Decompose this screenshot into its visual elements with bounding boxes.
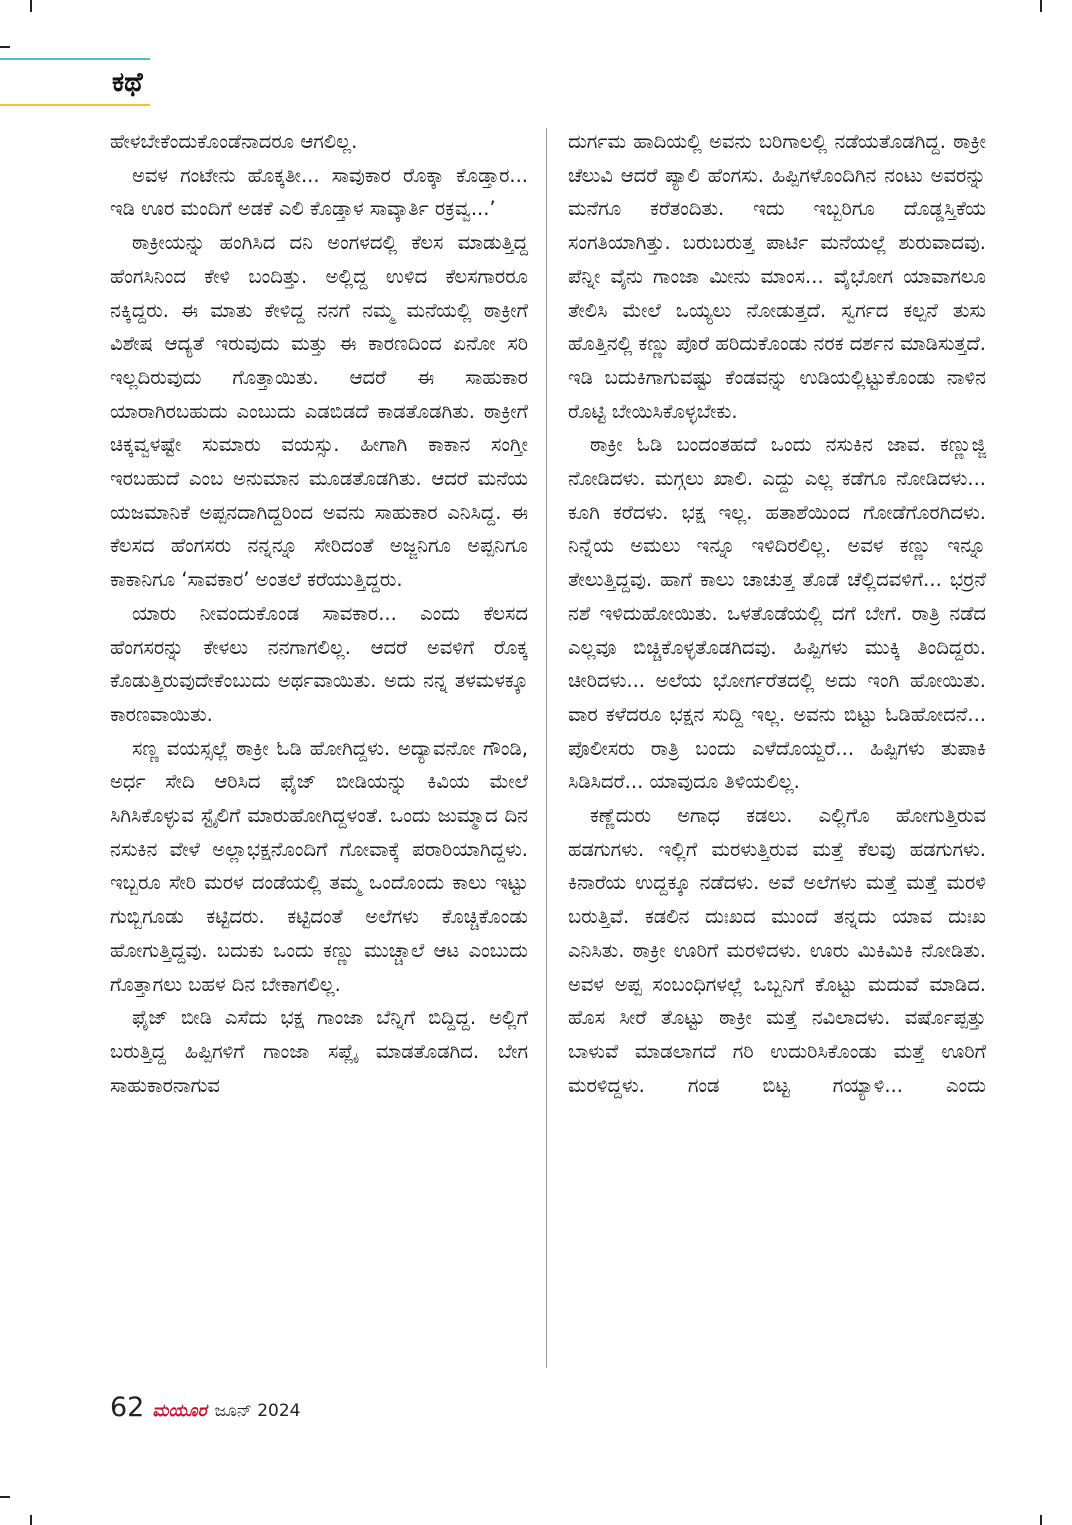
paragraph: ಠಾಕ್ರೀಯನ್ನು ಹಂಗಿಸಿದ ದನಿ ಅಂಗಳದಲ್ಲಿ ಕೆಲಸ ಮಾಡುತ್ತಿದ್ದ ಹೆಂಗಸಿನಿಂದ ಕೇಳಿ ಬಂದಿತ್ತು. ಅಲ್ಲಿದ್ದ ಉಳಿದ ಕೆಲಸಗಾರರೂ ನಕ್ಕಿದ್ದರು. ಈ ಮಾತು ಕೇಳಿದ್ದ ನನಗೆ ನಮ್ಮ ಮನೆಯಲ್ಲಿ ಠಾಕ್ರೀಗೆ ವಿಶೇಷ ಆದ್ಯತೆ ಇರುವುದು ಮತ್ತು ಈ ಕಾರಣದಿಂದ ಏನೋ ಸರಿ ಇಲ್ಲದಿರುವುದು ಗೊತ್ತಾಯಿತು. ಆದರೆ ಈ ಸಾಹುಕಾರ ಯಾರಾಗಿರಬಹುದು ಎಂಬುದು ಎಡಬಿಡದೆ ಕಾಡತೊಡಗಿತು. ಠಾಕ್ರೀಗೆ ಚಿಕ್ಕವ್ವಳಷ್ಟೇ ಸುಮಾರು ವಯಸ್ಸು. ಹೀಗಾಗಿ ಕಾಕಾನ ಸಂಗ್ತೀ ಇರಬಹುದೆ ಎಂಬ ಅನುಮಾನ ಮೂಡತೊಡಗಿತು. ಆದರೆ ಮನೆಯ ಯಜಮಾನಿಕೆ ಅಪ್ಪನದಾಗಿದ್ದರಿಂದ ಅವನು ಸಾಹುಕಾರ ಎನಿಸಿದ್ದ. ಈ ಕೆಲಸದ ಹೆಂಗಸರು ನನ್ನನ್ನೂ ಸೇರಿದಂತೆ ಅಜ್ಜನಿಗೂ ಅಪ್ಪನಿಗೂ ಕಾಕಾನಿಗೂ ‘ಸಾವಕಾರ’ ಅಂತಲೆ ಕರೆಯುತ್ತಿದ್ದರು. (110, 231, 528, 592)
paragraph: ದುರ್ಗಮ ಹಾದಿಯಲ್ಲಿ ಅವನು ಬರಿಗಾಲಲ್ಲಿ ನಡೆಯತೊಡಗಿದ್ದ. ಠಾಕ್ರೀ ಚೆಲುವಿ ಆದರೆ ಪ್ಯಾಲಿ ಹೆಂಗಸು. ಹಿಪ್ಪಿಗಳೊಂದಿಗಿನ ನಂಟು ಅವರನ್ನು ಮನೆಗೂ ಕರೆತಂದಿತು. ಇದು ಇಬ್ಬರಿಗೂ ದೊಡ್ಡಸ್ತಿಕೆಯ ಸಂಗತಿಯಾಗಿತ್ತು. ಬರುಬರುತ್ತ ಪಾರ್ಟಿ ಮನೆಯಲ್ಲೆ ಶುರುವಾದವು. ಪೆನ್ನೀ ವೈನು ಗಾಂಜಾ ಮೀನು ಮಾಂಸ... ವೈಭೋಗ ಯಾವಾಗಲೂ ತೇಲಿಸಿ ಮೇಲೆ ಒಯ್ಯಲು ನೋಡುತ್ತದೆ. ಸ್ವರ್ಗದ ಕಲ್ಪನೆ ತುಸು ಹೊತ್ತಿನಲ್ಲಿ ಕಣ್ಣು ಪೊರೆ ಹರಿದುಕೊಂಡು ನರಕ ದರ್ಶನ ಮಾಡಿಸುತ್ತದೆ. ಇಡಿ ಬದುಕಿಗಾಗುವಷ್ಟು ಕೆಂಡವನ್ನು ಉಡಿಯಲ್ಲಿಟ್ಟುಕೊಂಡು ನಾಳಿನ ರೊಟ್ಟಿ ಬೇಯಿಸಿಕೊಳ್ಳಬೇಕು. (568, 130, 986, 423)
crop-mark-bottom-left (30, 1515, 32, 1525)
issue-date: ಜೂನ್ 2024 (214, 1401, 301, 1421)
crop-mark-bottom-right (1040, 1515, 1042, 1525)
paragraph: ಹೇಳಬೇಕೆಂದುಕೊಂಡೆನಾದರೂ ಆಗಲಿಲ್ಲ. (110, 130, 358, 153)
section-title: ಕಥೆ (112, 67, 143, 98)
page-footer (110, 1392, 300, 1426)
right-column (568, 125, 986, 1102)
left-column (110, 125, 528, 1102)
paragraph: ಯಾರು ನೀವಂದುಕೊಂಡ ಸಾವಕಾರ... ಎಂದು ಕೆಲಸದ ಹೆಂಗಸರನ್ನು ಕೇಳಲು ನನಗಾಗಲಿಲ್ಲ. ಆದರೆ ಅವಳಿಗೆ ರೊಕ್ಕ ಕೊಡುತ್ತಿರುವುದೇಕೆಂಬುದು ಅರ್ಥವಾಯಿತು. ಅದು ನನ್ನ ತಳಮಳಕ್ಕೂ ಕಾರಣವಾಯಿತು. (110, 601, 528, 726)
crop-mark-left-lower (0, 1496, 10, 1498)
paragraph: ಫೈಜ್ ಬೀಡಿ ಎಸೆದು ಭಕ್ಷ ಗಾಂಜಾ ಬೆನ್ನಿಗೆ ಬಿದ್ದಿದ್ದ. ಅಲ್ಲಿಗೆ ಬರುತ್ತಿದ್ದ ಹಿಪ್ಪಿಗಳಿಗೆ ಗಾಂಜಾ ಸಪ್ಲೈ ಮಾಡತೊಡಗಿದ. ಬೇಗ ಸಾಹುಕಾರನಾಗುವ (110, 1006, 528, 1097)
crop-mark-left-upper (0, 46, 10, 48)
crop-mark-top-left (30, 0, 32, 12)
column-divider (546, 128, 547, 1368)
section-header-rule-teal (0, 58, 150, 60)
paragraph: ಸಣ್ಣ ವಯಸ್ಸಲ್ಲೆ ಠಾಕ್ರೀ ಓಡಿ ಹೋಗಿದ್ದಳು. ಅದ್ಯಾವನೋ ಗೌಂಡಿ, ಅರ್ಧ ಸೇದಿ ಆರಿಸಿದ ಫೈಜ್ ಬೀಡಿಯನ್ನು ಕಿವಿಯ ಮೇಲೆ ಸಿಗಿಸಿಕೊಳ್ಳುವ ಸ್ಟೈಲಿಗೆ ಮಾರುಹೋಗಿದ್ದಳಂತೆ. ಒಂದು ಜುಮ್ಮಾದ ದಿನ ನಸುಕಿನ ವೇಳೆ ಅಲ್ಲಾಭಕ್ಷನೊಂದಿಗೆ ಗೋವಾಕ್ಕೆ ಪರಾರಿಯಾಗಿದ್ದಳು. ಇಬ್ಬರೂ ಸೇರಿ ಮರಳ ದಂಡೆಯಲ್ಲಿ ತಮ್ಮ ಒಂದೊಂದು ಕಾಲು ಇಟ್ಟು ಗುಬ್ಬಿಗೂಡು ಕಟ್ಟಿದರು. ಕಟ್ಟಿದಂತೆ ಅಲೆಗಳು ಕೊಚ್ಚಿಕೊಂಡು ಹೋಗುತ್ತಿದ್ದವು. ಬದುಕು ಒಂದು ಕಣ್ಣು ಮುಚ್ಚಾಲೆ ಆಟ ಎಂಬುದು ಗೊತ್ತಾಗಲು ಬಹಳ ದಿನ ಬೇಕಾಗಲಿಲ್ಲ. (110, 736, 528, 996)
paragraph: ಠಾಕ್ರೀ ಓಡಿ ಬಂದಂತಹದೆ ಒಂದು ನಸುಕಿನ ಜಾವ. ಕಣ್ಣುಜ್ಜಿ ನೋಡಿದಳು. ಮಗ್ಗಲು ಖಾಲಿ. ಎದ್ದು ಎಲ್ಲ ಕಡೆಗೂ ನೋಡಿದಳು... ಕೂಗಿ ಕರೆದಳು. ಭಕ್ಷ ಇಲ್ಲ. ಹತಾಶೆಯಿಂದ ಗೋಡೆಗೊರಗಿದಳು. ನಿನ್ನೆಯ ಅಮಲು ಇನ್ನೂ ಇಳಿದಿರಲಿಲ್ಲ. ಅವಳ ಕಣ್ಣು ಇನ್ನೂ ತೇಲುತ್ತಿದ್ದವು. ಹಾಗೆ ಕಾಲು ಚಾಚುತ್ತ ತೊಡೆ ಚೆಲ್ಲಿದವಳಿಗೆ... ಭರ್ರನೆ ನಶೆ ಇಳಿದುಹೋಯಿತು. ಒಳತೊಡೆಯಲ್ಲಿ ದಗೆ ಬೇಗೆ. ರಾತ್ರಿ ನಡೆದ ಎಲ್ಲವೂ ಬಿಚ್ಚಿಕೊಳ್ಳತೊಡಗಿದವು. ಹಿಪ್ಪಿಗಳು ಮುಕ್ಕಿ ತಿಂದಿದ್ದರು. ಚೀರಿದಳು... ಅಲೆಯ ಭೋರ್ಗರೆತದಲ್ಲಿ ಅದು ಇಂಗಿ ಹೋಯಿತು. ವಾರ ಕಳೆದರೂ ಭಕ್ಷನ ಸುದ್ದಿ ಇಲ್ಲ. ಅವನು ಬಿಟ್ಟು ಓಡಿಹೋದನೆ... ಪೊಲೀಸರು ರಾತ್ರಿ ಬಂದು ಎಳೆದೊಯ್ದರೆ... ಹಿಪ್ಪಿಗಳು ತುಪಾಕಿ ಸಿಡಿಸಿದರೆ... ಯಾವುದೂ ತಿಳಿಯಲಿಲ್ಲ. (568, 433, 986, 794)
section-header-rule-yellow (0, 104, 150, 106)
magazine-logo: ಮಯೂರ (152, 1401, 207, 1421)
crop-mark-top-right (1040, 0, 1042, 12)
paragraph: ಅವಳ ಗಂಟೇನು ಹೊಕ್ಕತೀ... ಸಾವುಕಾರ ರೊಕ್ಕಾ ಕೊಡ್ತಾರ... ಇಡಿ ಊರ ಮಂದಿಗೆ ಅಡಕೆ ಎಲಿ ಕೊಡ್ತಾಳ ಸಾವ್ಕಾರ್ತಿ ರಕ್ರವ್ವ...’ (110, 163, 528, 221)
page-number: 62 (110, 1392, 145, 1423)
paragraph: ಕಣ್ಣೆದುರು ಅಗಾಧ ಕಡಲು. ಎಲ್ಲಿಗೊ ಹೋಗುತ್ತಿರುವ ಹಡಗುಗಳು. ಇಲ್ಲಿಗೆ ಮರಳುತ್ತಿರುವ ಮತ್ತೆ ಕೆಲವು ಹಡಗುಗಳು. ಕಿನಾರೆಯ ಉದ್ದಕ್ಕೂ ನಡೆದಳು. ಅವೆ ಅಲೆಗಳು ಮತ್ತೆ ಮತ್ತೆ ಮರಳಿ ಬರುತ್ತಿವೆ. ಕಡಲಿನ ದುಃಖದ ಮುಂದೆ ತನ್ನದು ಯಾವ ದುಃಖ ಎನಿಸಿತು. ಠಾಕ್ರೀ ಊರಿಗೆ ಮರಳಿದಳು. ಊರು ಮಿಕಿಮಿಕಿ ನೋಡಿತು. ಅವಳ ಅಪ್ಪ ಸಂಬಂಧಿಗಳಲ್ಲೆ ಒಬ್ಬನಿಗೆ ಕೊಟ್ಟು ಮದುವೆ ಮಾಡಿದ. ಹೊಸ ಸೀರೆ ತೊಟ್ಟು ಠಾಕ್ರೀ ಮತ್ತೆ ನವಿಲಾದಳು. ವರ್ಷೊಪ್ಪತ್ತು ಬಾಳುವೆ ಮಾಡಲಾಗದೆ ಗರಿ ಉದುರಿಸಿಕೊಂಡು ಮತ್ತೆ ಊರಿಗೆ ಮರಳಿದ್ದಳು. ಗಂಡ ಬಿಟ್ಟ ಗಯ್ಯಾಳಿ... ಎಂದು (568, 804, 986, 1097)
